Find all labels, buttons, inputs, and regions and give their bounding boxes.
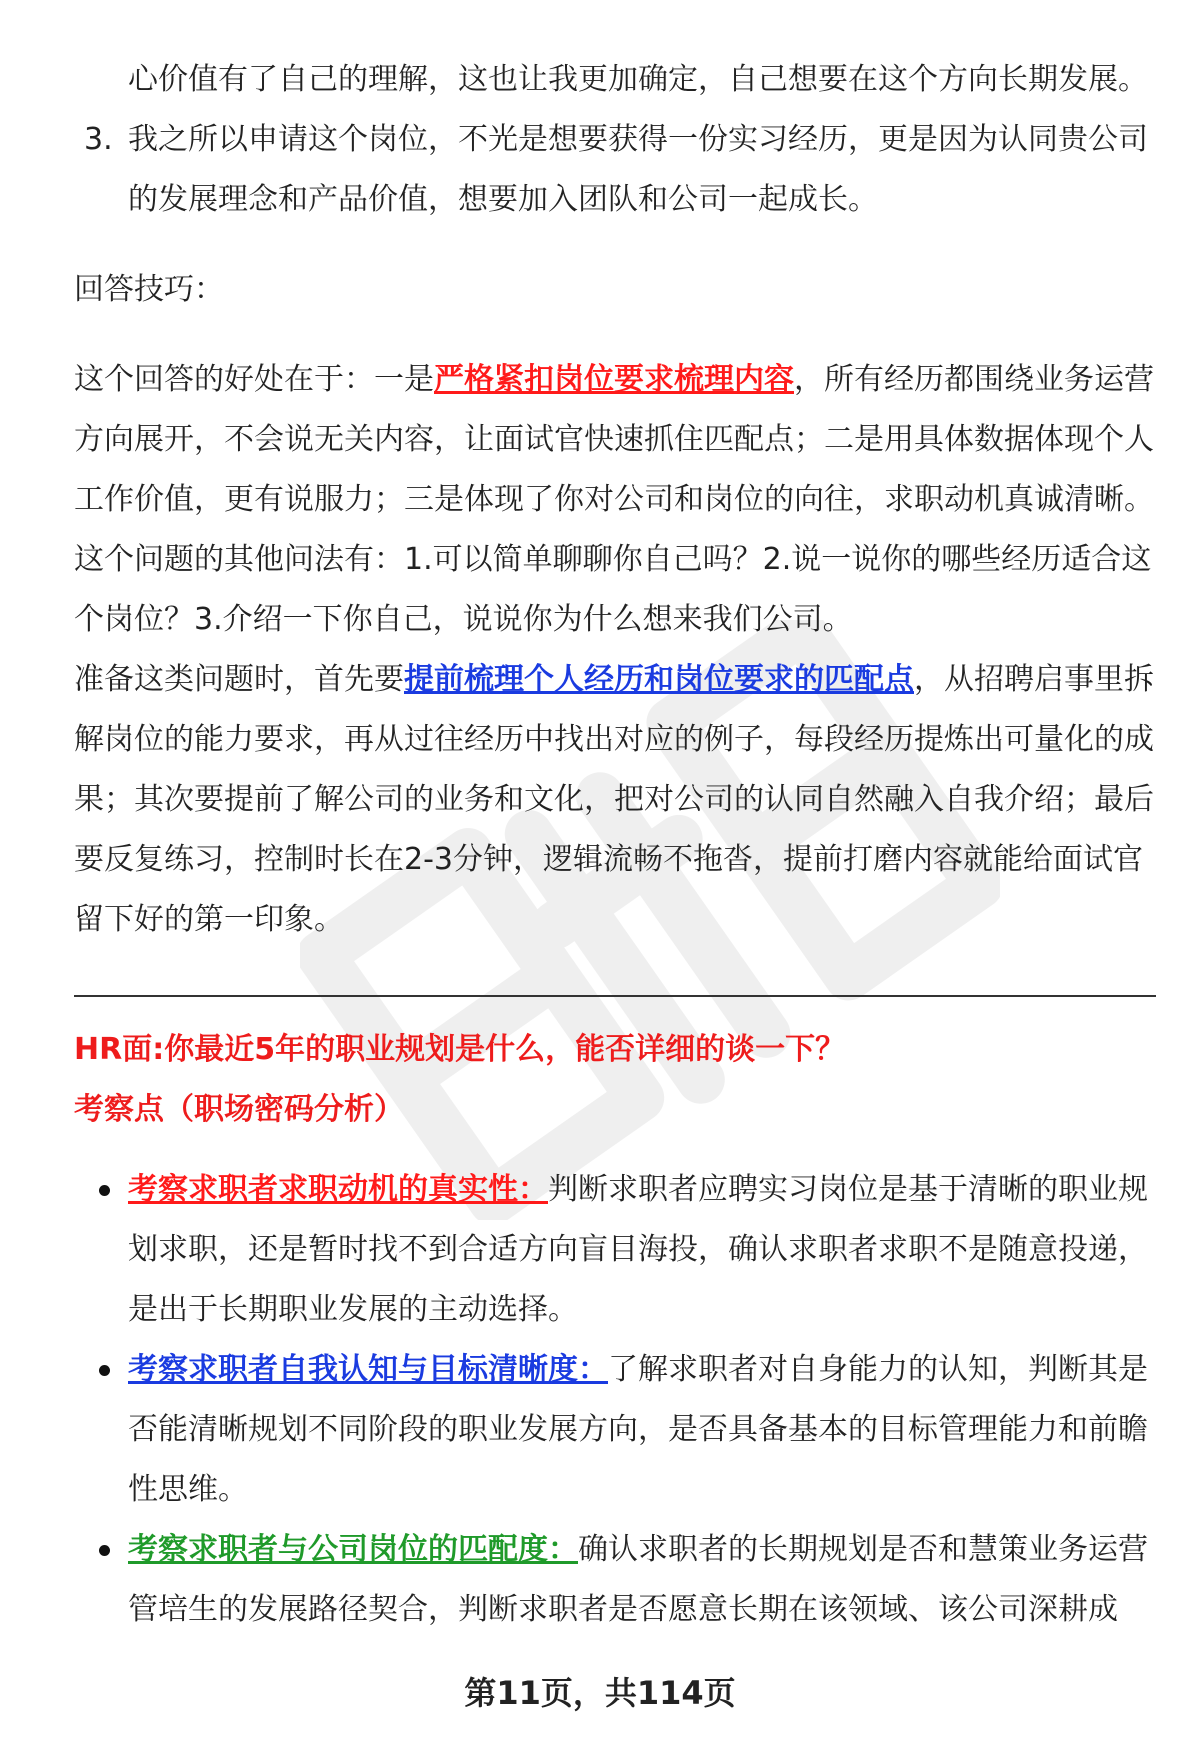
item-line-1: 我之所以申请这个岗位，不光是想要获得一份实习经历，更是因为认同贵公司	[128, 122, 1148, 157]
bullet-text: 确认求职者的长期规划是否和慧策业务运营管培生的发展路径契合，判断求职者是否愿意长期在该领域、该公司深耕成	[128, 1532, 1148, 1627]
item-number: 3.	[84, 122, 113, 157]
other-questions-paragraph: 这个问题的其他问法有：1.可以简单聊聊你自己吗？2.说一说你的哪些经历适合这个岗位？3.介绍一下你自己，说说你为什么想来我们公司。	[74, 542, 1152, 637]
bullet-title: 考察求职者自我认知与目标清晰度：	[128, 1352, 608, 1387]
prep-highlight: 提前梳理个人经历和岗位要求的匹配点	[404, 662, 914, 697]
prep-post: ，从招聘启事里拆解岗位的能力要求，再从过往经历中找出对应的例子，每段经历提炼出可量化的成果；其次要提前了解公司的业务和文化，把对公司的认同自然融入自我介绍；最后要反复练习，控制时长在2-3分钟，逻辑流畅不拖沓，提前打磨内容就能给面试官留下好的第一印象。	[74, 662, 1154, 937]
numbered-item-3	[74, 110, 1164, 230]
bullet-item	[74, 1160, 1164, 1340]
bullet-text: 了解求职者对自身能力的认知，判断其是否能清晰规划不同阶段的职业发展方向，是否具备基本的目标管理能力和前瞻性思维。	[128, 1352, 1148, 1507]
item-line-2: 的发展理念和产品价值，想要加入团队和公司一起成长。	[128, 182, 878, 217]
tips-highlight: 严格紧扣岗位要求梳理内容	[434, 362, 794, 397]
bullet-title: 考察求职者求职动机的真实性：	[128, 1172, 548, 1207]
bullet-text: 判断求职者应聘实习岗位是基于清晰的职业规划求职，还是暂时找不到合适方向盲目海投，确认求职者求职不是随意投递，是出于长期职业发展的主动选择。	[128, 1172, 1148, 1327]
paragraph-continuation: 心价值有了自己的理解，这也让我更加确定，自己想要在这个方向长期发展。	[128, 62, 1148, 97]
question-heading: HR面:你最近5年的职业规划是什么，能否详细的谈一下？	[74, 1032, 846, 1067]
tips-pre: 这个回答的好处在于：一是	[74, 362, 434, 397]
tips-paragraph	[74, 350, 1164, 530]
document-page	[74, 50, 1164, 950]
section-divider	[74, 995, 1156, 997]
bullet-dot-icon	[99, 1185, 110, 1196]
prep-pre: 准备这类问题时，首先要	[74, 662, 404, 697]
question-section	[74, 1020, 1164, 1640]
page-footer: 第11页，共114页	[464, 1674, 736, 1712]
bullet-item	[74, 1340, 1164, 1520]
tips-post: ，所有经历都围绕业务运营方向展开，不会说无关内容，让面试官快速抓住匹配点；二是用具体数据体现个人工作价值，更有说服力；三是体现了你对公司和岗位的向往，求职动机真诚清晰。	[74, 362, 1154, 517]
section-heading: 考察点（职场密码分析）	[74, 1092, 404, 1127]
bullet-dot-icon	[99, 1365, 110, 1376]
prep-paragraph	[74, 650, 1164, 950]
bullet-title: 考察求职者与公司岗位的匹配度：	[128, 1532, 578, 1567]
bullet-dot-icon	[99, 1545, 110, 1556]
tips-label: 回答技巧：	[74, 272, 224, 307]
bullet-item	[74, 1520, 1164, 1640]
